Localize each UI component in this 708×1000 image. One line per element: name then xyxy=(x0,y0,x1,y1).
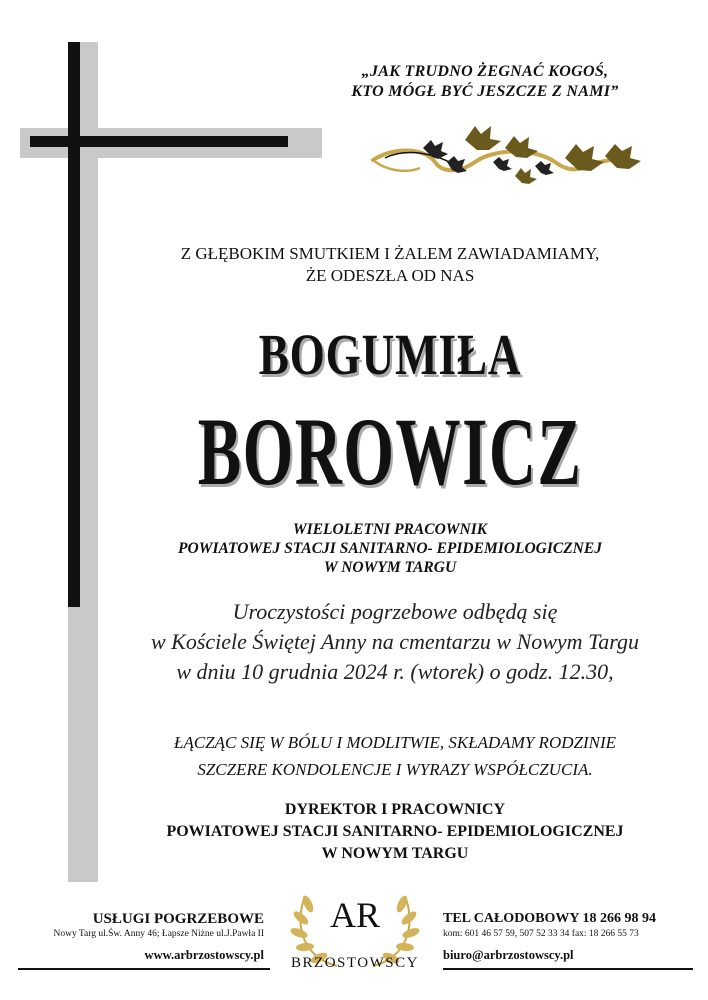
condolence xyxy=(110,729,680,783)
signature-line-3: W NOWYM TARGU xyxy=(321,845,469,862)
deceased-last-name: BOROWICZ xyxy=(197,398,583,505)
footer-left xyxy=(18,910,264,963)
quote xyxy=(300,62,670,102)
website-link[interactable]: www.arbrzostowscy.pl xyxy=(144,948,264,962)
funeral-services-address: Nowy Targ ul.Św. Anny 46; Łapsze Niżne ul.J.Pawła II xyxy=(53,929,264,939)
logo-initials: AR xyxy=(329,895,380,935)
footer-divider-left xyxy=(18,968,270,970)
announcement-intro xyxy=(150,243,630,287)
funeral-details xyxy=(100,597,690,687)
signature xyxy=(110,799,680,865)
quote-line-1: „JAK TRUDNO ŻEGNAĆ KOGOŚ, xyxy=(361,63,609,80)
cross-bar xyxy=(30,136,288,147)
funeral-line-2: w Kościele Świętej Anny na cmentarzu w Nowym Targu xyxy=(150,629,640,654)
deceased-first-name: BOGUMIŁA xyxy=(258,322,522,387)
logo-name: BRZOSTOWSCY xyxy=(291,955,419,971)
condolence-line-1: ŁĄCZĄC SIĘ W BÓLU I MODLITWIE, SKŁADAMY RODZINIE xyxy=(174,733,616,752)
quote-line-2: KTO MÓGŁ BYĆ JESZCZE Z NAMI” xyxy=(351,83,619,100)
intro-line-2: ŻE ODESZŁA OD NAS xyxy=(305,266,475,285)
workplace-line-1: WIELOLETNI PRACOWNIK xyxy=(292,521,488,538)
mobile-fax: kom: 601 46 57 59, 507 52 33 34 fax: 18 266 55 73 xyxy=(443,929,639,939)
email-link[interactable]: biuro@arbrzostowscy.pl xyxy=(443,948,574,962)
ivy-ornament-icon xyxy=(365,118,650,198)
funeral-line-1: Uroczystości pogrzebowe odbędą się xyxy=(232,599,558,624)
workplace-line-2: POWIATOWEJ STACJI SANITARNO- EPIDEMIOLOGICZNEJ xyxy=(178,540,602,557)
signature-line-1: DYREKTOR I PRACOWNICY xyxy=(284,801,506,818)
intro-line-1: Z GŁĘBOKIM SMUTKIEM I ŻALEM ZAWIADAMIAMY, xyxy=(180,244,600,263)
workplace-line-3: W NOWYM TARGU xyxy=(323,559,457,576)
signature-line-2: POWIATOWEJ STACJI SANITARNO- EPIDEMIOLOGICZNEJ xyxy=(166,823,624,840)
condolence-line-2: SZCZERE KONDOLENCJE I WYRAZY WSPÓŁCZUCIA. xyxy=(197,760,593,779)
funeral-line-3: w dniu 10 grudnia 2024 r. (wtorek) o godz. 12.30, xyxy=(176,659,614,684)
funeral-services-title: USŁUGI POGRZEBOWE xyxy=(92,911,264,927)
cross-icon xyxy=(68,42,80,607)
phone-24h: TEL CAŁODOBOWY 18 266 98 94 xyxy=(443,911,657,926)
workplace xyxy=(120,520,660,577)
footer-divider-right xyxy=(443,968,693,970)
footer-right xyxy=(443,910,693,963)
